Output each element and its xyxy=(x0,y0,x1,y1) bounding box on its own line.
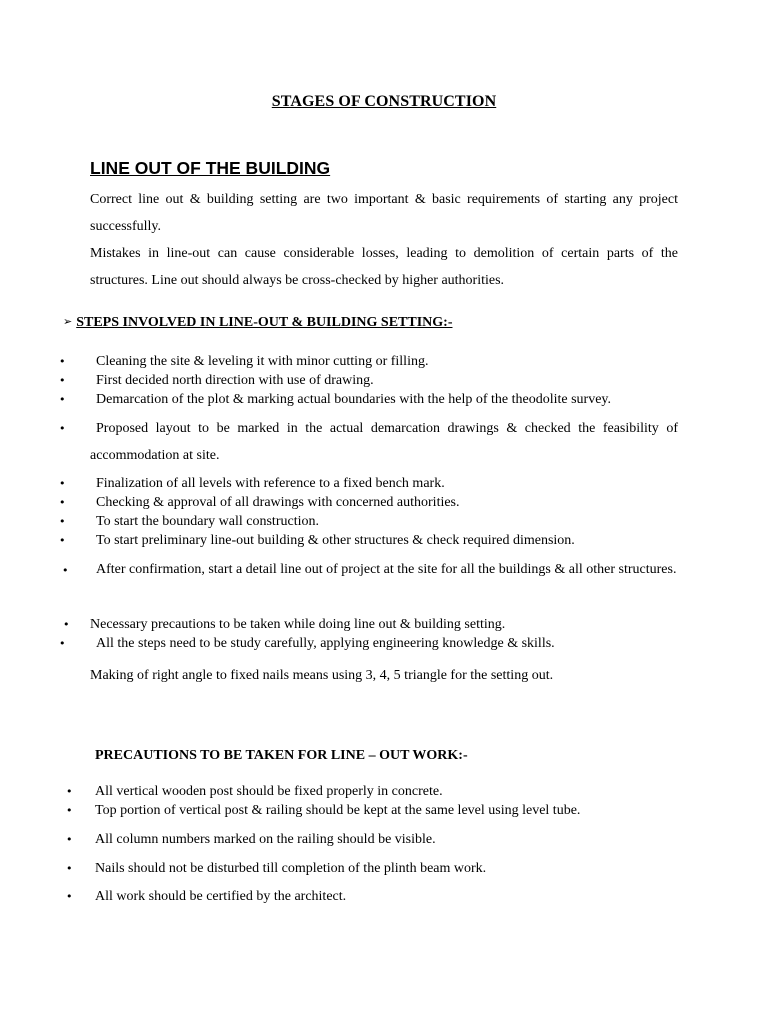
document-title: STAGES OF CONSTRUCTION xyxy=(271,93,497,110)
bullet-icon: • xyxy=(63,618,70,631)
bullet-icon: • xyxy=(59,422,66,435)
bullet-icon: • xyxy=(59,534,66,547)
list-item: Necessary precautions to be taken while doing line out & building setting. xyxy=(90,617,506,632)
bullet-icon: • xyxy=(59,355,66,368)
bullet-icon: • xyxy=(66,833,73,846)
list-item: After confirmation, start a detail line out of project at the site for all the buildings & all other structures. xyxy=(96,562,677,577)
list-item: All the steps need to be study carefully, applying engineering knowledge & skills. xyxy=(96,636,555,651)
bullet-icon: • xyxy=(59,637,66,650)
list-item: Demarcation of the plot & marking actual boundaries with the help of the theodolite survey. xyxy=(96,392,611,407)
list-item: Proposed layout to be marked in the actual demarcation drawings & checked the feasibility of accommodation at site. xyxy=(90,421,678,463)
setting-out-note: Making of right angle to fixed nails means using 3, 4, 5 triangle for the setting out. xyxy=(90,668,554,683)
list-item: To start the boundary wall construction. xyxy=(96,514,319,529)
intro-paragraph: Correct line out & building setting are two important & basic requirements of starting any project successfully. xyxy=(90,192,678,234)
arrow-bullet-icon: ➢ xyxy=(63,315,73,328)
steps-heading-text: STEPS INVOLVED IN LINE-OUT & BUILDING SETTING:- xyxy=(76,315,453,330)
list-item: All work should be certified by the architect. xyxy=(95,889,347,904)
intro-paragraph: Mistakes in line-out can cause considerable losses, leading to demolition of certain parts of the structures. Line out should always be cross-checked by higher authorities. xyxy=(90,246,678,288)
list-item: Finalization of all levels with reference to a fixed bench mark. xyxy=(96,476,445,491)
list-item: To start preliminary line-out building & other structures & check required dimension. xyxy=(96,533,575,548)
list-item: Cleaning the site & leveling it with minor cutting or filling. xyxy=(96,354,429,369)
list-item: Top portion of vertical post & railing should be kept at the same level using level tube. xyxy=(95,803,581,818)
bullet-icon: • xyxy=(62,564,69,577)
list-item: First decided north direction with use of drawing. xyxy=(96,373,374,388)
section-heading: LINE OUT OF THE BUILDING xyxy=(90,158,331,178)
bullet-icon: • xyxy=(59,496,66,509)
list-item: Nails should not be disturbed till completion of the plinth beam work. xyxy=(95,861,487,876)
bullet-icon: • xyxy=(66,890,73,903)
list-item: All vertical wooden post should be fixed properly in concrete. xyxy=(95,784,443,799)
bullet-icon: • xyxy=(59,393,66,406)
precautions-heading: PRECAUTIONS TO BE TAKEN FOR LINE – OUT WORK:- xyxy=(95,748,468,763)
list-item: All column numbers marked on the railing should be visible. xyxy=(95,832,436,847)
steps-heading xyxy=(63,315,452,331)
bullet-icon: • xyxy=(66,785,73,798)
bullet-icon: • xyxy=(59,515,66,528)
bullet-icon: • xyxy=(59,477,66,490)
list-item: Checking & approval of all drawings with concerned authorities. xyxy=(96,495,460,510)
bullet-icon: • xyxy=(66,804,73,817)
bullet-icon: • xyxy=(66,862,73,875)
bullet-icon: • xyxy=(59,374,66,387)
